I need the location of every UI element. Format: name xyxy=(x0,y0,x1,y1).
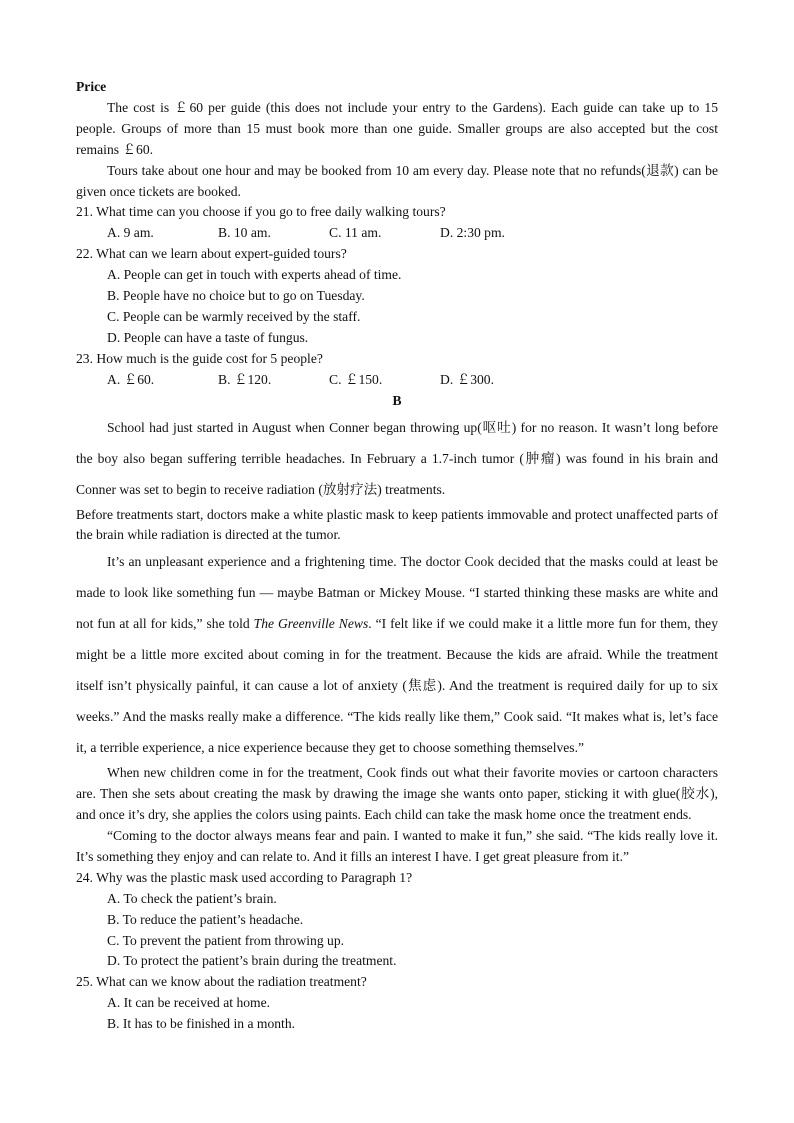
question-23 xyxy=(76,349,718,391)
option-b: B. ￡120. xyxy=(218,371,272,387)
option-b: B. 10 am. xyxy=(218,225,271,241)
question-stem: 23. How much is the guide cost for 5 people? xyxy=(76,350,323,366)
option-a: A. 9 am. xyxy=(107,225,154,241)
passage-paragraph-1: School had just started in August when Conner began throwing up(呕吐) for no reason. It wasn’t long before the boy also began suffering terrible headaches. In February a 1.7-inch tumor (肿瘤) was found in his brain and Conner was set to begin to receive radiation (放射疗法) treatments. xyxy=(76,419,718,497)
option-c: C. 11 am. xyxy=(329,225,382,241)
price-paragraph-2: Tours take about one hour and may be booked from 10 am every day. Please note that no refunds(退款) can be given once tickets are booked. xyxy=(76,162,718,199)
question-stem: 21. What time can you choose if you go to free daily walking tours? xyxy=(76,204,446,220)
question-stem: 25. What can we know about the radiation treatment? xyxy=(76,974,367,990)
price-paragraph-1: The cost is ￡60 per guide (this does not include your entry to the Gardens). Each guide can take up to 15 people. Groups of more than 15 must book more than one guide. Smaller groups are also accepted but the cost remains ￡60. xyxy=(76,99,718,157)
question-22 xyxy=(76,244,718,349)
passage-paragraph-2 xyxy=(76,546,718,763)
option-a: A. To check the patient’s brain. xyxy=(107,890,277,906)
option-c: C. To prevent the patient from throwing up. xyxy=(107,932,345,948)
option-b: B. To reduce the patient’s headache. xyxy=(107,911,304,927)
question-21 xyxy=(76,202,718,244)
option-d: D. People can have a taste of fungus. xyxy=(107,329,309,345)
option-b: B. It has to be finished in a month. xyxy=(107,1016,296,1032)
passage-paragraph-1-continued: Before treatments start, doctors make a white plastic mask to keep patients immovable and protect unaffected parts of the brain while radiation is directed at the tumor. xyxy=(76,506,718,543)
option-d: D. 2:30 pm. xyxy=(440,225,505,241)
options-row xyxy=(76,370,718,391)
section-heading-price: Price xyxy=(76,79,107,94)
option-b: B. People have no choice but to go on Tuesday. xyxy=(107,288,365,304)
paragraph-text: . “I felt like if we could make it a little more fun for them, they might be a little more excited about coming in for the treatment. Because the kids are afraid. While the treatment itself isn’t physically painful, it can cause a lot of anxiety (焦虑). And the treatment is required daily for up to six weeks.” And the masks really make a difference. “The kids really like them,” Cook said. “It makes what is, let’s face it, a terrible experience, a nice experience because they get to choose something themselves.” xyxy=(76,616,719,756)
option-c: C. People can be warmly received by the staff. xyxy=(107,308,361,324)
question-25 xyxy=(76,972,718,1035)
option-d: D. To protect the patient’s brain during the treatment. xyxy=(107,953,397,969)
newspaper-title: The Greenville News xyxy=(253,616,369,632)
paragraph-text: It’s an unpleasant experience and a frightening time. The doctor Cook decided that the masks could at least be made to look like something fun — maybe Batman or Mickey Mouse. “I started thinking these masks are white and not fun at all for kids,” she told xyxy=(76,554,718,632)
option-a: A. People can get in touch with experts ahead of time. xyxy=(107,267,402,283)
exam-page xyxy=(76,77,718,1035)
options-row xyxy=(76,223,718,244)
option-a: A. ￡60. xyxy=(107,371,155,387)
option-a: A. It can be received at home. xyxy=(107,995,271,1011)
question-24 xyxy=(76,868,718,973)
passage-paragraph-4: “Coming to the doctor always means fear and pain. I wanted to make it fun,” she said. “The kids really love it. It’s something they enjoy and can relate to. And it fills an interest I have. I get great pleasure from it.” xyxy=(76,828,718,864)
option-c: C. ￡150. xyxy=(329,371,383,387)
option-d: D. ￡300. xyxy=(440,371,494,387)
question-stem: 24. Why was the plastic mask used according to Paragraph 1? xyxy=(76,869,413,885)
passage-paragraph-3: When new children come in for the treatment, Cook finds out what their favorite movies or cartoon characters are. Then she sets about creating the mask by drawing the image she wants onto paper, sticking it with glue(胶水), and once it’s dry, she applies the colors using paints. Each child can take the mask home once the treatment ends. xyxy=(76,765,718,823)
question-stem: 22. What can we learn about expert-guided tours? xyxy=(76,246,347,262)
section-heading-b: B xyxy=(392,392,402,408)
